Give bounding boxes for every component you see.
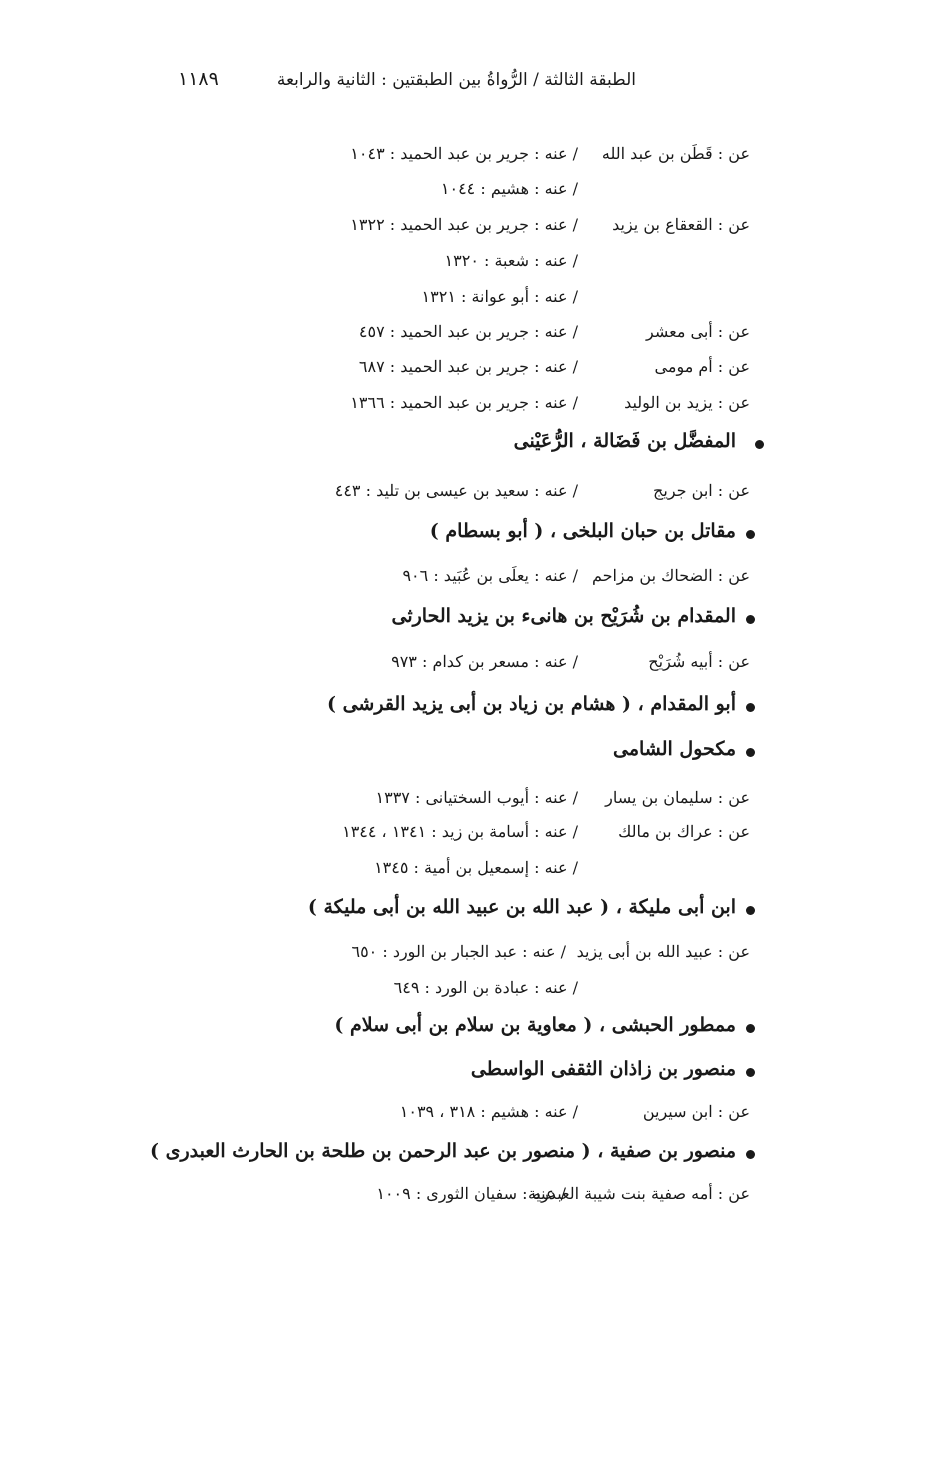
entry-source: عن : سليمان بن يسار	[605, 788, 750, 807]
entry-source: عن : عراك بن مالك	[618, 822, 750, 841]
entry-source: عن : ابن جريج	[653, 481, 750, 500]
narrator-heading: أبو المقدام ، ( هشام بن زياد بن أبى يزيد القرشى )	[326, 693, 736, 715]
entry-transmitter: / عنه : أسامة بن زيد : ١٣٤١ ، ١٣٤٤	[342, 822, 578, 841]
entry-source: عن : يزيد بن الوليد	[624, 393, 750, 412]
entry-transmitter: / عنه : شعبة : ١٣٢٠	[444, 251, 578, 270]
entry-source: عن : قَطَن بن عبد الله	[601, 144, 750, 163]
narrator-bullet	[746, 1024, 755, 1033]
entry-source: عن : الضحاك بن مزاحم	[591, 566, 750, 585]
entry-transmitter: / عنه : جرير بن عبد الحميد : ١٣٦٦	[350, 393, 578, 412]
entry-transmitter: / عنه : جرير بن عبد الحميد : ٤٥٧	[358, 322, 578, 341]
narrator-bullet	[746, 1150, 755, 1159]
entry-transmitter: / عنه : يعلَى بن عُبَيد : ٩٠٦	[402, 566, 578, 585]
entry-source: عن : ابن سيرين	[642, 1102, 750, 1121]
narrator-bullet	[746, 703, 755, 712]
narrator-heading: ابن أبى مليكة ، ( عبد الله بن عبيد الله بن أبى مليكة )	[307, 896, 736, 918]
entry-transmitter: / عنه : جرير بن عبد الحميد : ١٠٤٣	[350, 144, 578, 163]
entry-source: عن : أبيه شُرَيْح	[648, 652, 750, 671]
entry-transmitter: / عنه : أبو عوانة : ١٣٢١	[421, 287, 578, 306]
narrator-bullet	[746, 748, 755, 757]
entry-transmitter: / عنه : إسمعيل بن أمية : ١٣٤٥	[374, 858, 578, 877]
narrator-heading: مقاتل بن حبان البلخى ، ( أبو بسطام )	[429, 520, 736, 542]
narrator-bullet	[746, 906, 755, 915]
entry-transmitter: / عنه : سفيان الثورى : ١٠٠٩	[376, 1184, 566, 1203]
entry-source: عن : القعقاع بن يزيد	[612, 215, 750, 234]
entry-transmitter: / عنه : جرير بن عبد الحميد : ٦٨٧	[358, 357, 578, 376]
narrator-bullet	[755, 440, 764, 449]
narrator-bullet	[746, 615, 755, 624]
running-header: الطبقة الثالثة / الرُّواةُ بين الطبقتين : الثانية والرابعة	[276, 70, 636, 90]
narrator-heading: منصور بن صفية ، ( منصور بن عبد الرحمن بن طلحة بن الحارث العبدرى )	[150, 1140, 736, 1162]
narrator-heading: المفضَّل بن فَضَالة ، الرُّعَيْنى	[513, 430, 736, 452]
narrator-bullet	[746, 530, 755, 539]
entry-transmitter: / عنه : سعيد بن عيسى بن تليد : ٤٤٣	[334, 481, 578, 500]
entry-transmitter: / عنه : جرير بن عبد الحميد : ١٣٢٢	[350, 215, 578, 234]
narrator-heading: منصور بن زاذان الثقفى الواسطى	[470, 1058, 736, 1080]
entry-source: عن : أمه صفية بنت شيبة العبدرية	[528, 1184, 750, 1203]
page-number: ١١٨٩	[178, 68, 219, 90]
narrator-heading: مكحول الشامى	[613, 738, 736, 760]
entry-transmitter: / عنه : أيوب السختيانى : ١٣٣٧	[375, 788, 578, 807]
narrator-heading: ممطور الحبشى ، ( معاوية بن سلام بن أبى سلام )	[334, 1014, 736, 1036]
entry-transmitter: / عنه : عبادة بن الورد : ٦٤٩	[393, 978, 578, 997]
entry-transmitter: / عنه : مسعر بن كدام : ٩٧٣	[391, 652, 578, 671]
entry-transmitter: / عنه : هشيم : ١٠٤٤	[440, 179, 578, 198]
entry-transmitter: / عنه : عبد الجبار بن الورد : ٦٥٠	[351, 942, 566, 961]
entry-source: عن : أم مومى	[654, 357, 750, 376]
entry-transmitter: / عنه : هشيم : ٣١٨ ، ١٠٣٩	[399, 1102, 578, 1121]
entry-source: عن : أبى معشر	[646, 322, 750, 341]
narrator-bullet	[746, 1068, 755, 1077]
narrator-heading: المقدام بن شُرَيْح بن هانىء بن يزيد الحارثى	[391, 605, 736, 627]
entry-source: عن : عبيد الله بن أبى يزيد	[576, 942, 750, 961]
